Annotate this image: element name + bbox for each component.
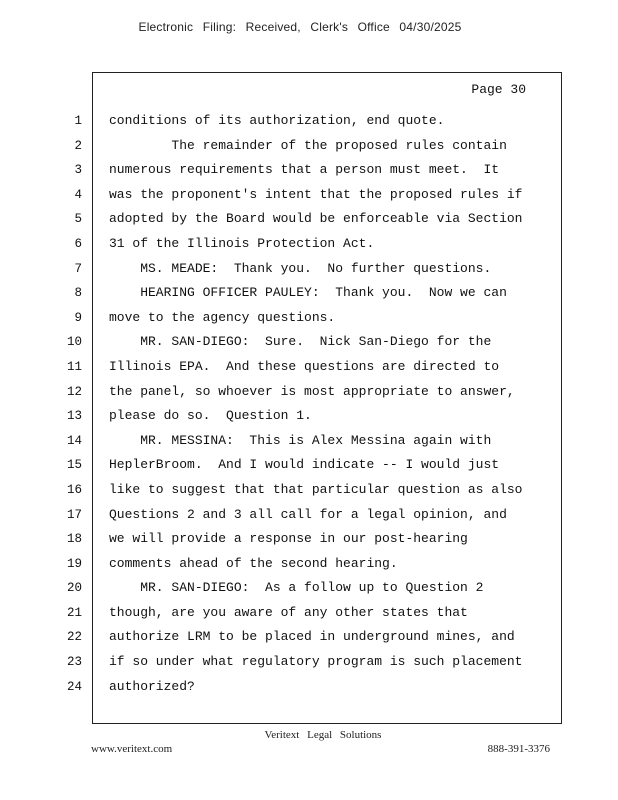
transcript-line [0, 257, 618, 282]
line-text: HEARING OFFICER PAULEY: Thank you. Now we can [109, 285, 507, 301]
transcript-line [0, 404, 618, 429]
line-number: 17 [66, 507, 82, 522]
line-text: The remainder of the proposed rules contain [109, 137, 507, 153]
line-text: 31 of the Illinois Protection Act. [109, 235, 375, 251]
footer-website: www.veritext.com [91, 743, 173, 755]
line-text: conditions of its authorization, end quote. [109, 113, 445, 128]
line-text: HeplerBroom. And I would indicate -- I would just [109, 457, 500, 473]
transcript-line [0, 478, 618, 503]
transcript-line [0, 601, 618, 626]
transcript-line [0, 429, 618, 454]
line-text: Illinois EPA. And these questions are directed to [109, 358, 500, 374]
line-text: was the proponent's intent that the proposed rules if [109, 186, 523, 202]
line-number: 8 [74, 286, 82, 301]
transcript-line [0, 503, 618, 528]
footer-phone-number: 888-391-3376 [487, 743, 550, 755]
footer-company-name: Veritext Legal Solutions [264, 729, 382, 741]
line-number: 4 [74, 187, 82, 202]
transcript-line [0, 453, 618, 478]
transcript-line [0, 158, 618, 183]
line-text: though, are you aware of any other states that [109, 604, 468, 620]
transcript-line [0, 625, 618, 650]
line-text: the panel, so whoever is most appropriate to answer, [109, 383, 515, 399]
line-text: Questions 2 and 3 all call for a legal opinion, and [109, 506, 507, 522]
transcript-line [0, 207, 618, 232]
line-number: 14 [66, 433, 82, 448]
page-number: Page 30 [471, 82, 526, 97]
line-number: 3 [74, 163, 82, 178]
transcript-line [0, 183, 618, 208]
transcript-line [0, 576, 618, 601]
line-number: 24 [66, 679, 82, 694]
line-number: 13 [66, 409, 82, 424]
line-text: MR. SAN-DIEGO: As a follow up to Question 2 [109, 580, 484, 596]
transcript-line [0, 109, 618, 134]
line-text: authorize LRM to be placed in underground mines, and [109, 629, 515, 645]
line-text: move to the agency questions. [109, 309, 336, 325]
line-number: 15 [66, 458, 82, 473]
line-text: we will provide a response in our post-hearing [109, 531, 468, 547]
line-number: 21 [66, 605, 82, 620]
line-text: comments ahead of the second hearing. [109, 555, 398, 571]
line-number: 1 [74, 114, 82, 128]
transcript-line [0, 306, 618, 331]
line-text: like to suggest that that particular question as also [109, 481, 523, 497]
transcript-line [0, 552, 618, 577]
transcript-line [0, 650, 618, 675]
line-number: 22 [66, 630, 82, 645]
filing-stamp: Electronic Filing: Received, Clerk's Office 04/30/2025 [138, 20, 462, 34]
line-text: MR. SAN-DIEGO: Sure. Nick San-Diego for the [109, 334, 492, 350]
line-number: 7 [74, 261, 82, 276]
transcript-line [0, 330, 618, 355]
line-number: 11 [66, 359, 82, 374]
line-number: 5 [74, 212, 82, 227]
transcript-line [0, 281, 618, 306]
transcript-body [0, 109, 618, 699]
transcript-line [0, 134, 618, 159]
line-number: 19 [66, 556, 82, 571]
line-number: 20 [66, 581, 82, 596]
line-number: 10 [66, 335, 82, 350]
line-text: authorized? [109, 678, 195, 694]
line-text: adopted by the Board would be enforceable via Section [109, 211, 523, 227]
line-text: please do so. Question 1. [109, 408, 312, 424]
line-number: 16 [66, 482, 82, 497]
transcript-line [0, 380, 618, 405]
transcript-line [0, 355, 618, 380]
line-number: 12 [66, 384, 82, 399]
line-number: 6 [74, 236, 82, 251]
line-number: 18 [66, 532, 82, 547]
line-text: MS. MEADE: Thank you. No further questions. [109, 260, 492, 276]
line-text: if so under what regulatory program is such placement [109, 654, 523, 670]
line-number: 9 [74, 310, 82, 325]
transcript-line [0, 232, 618, 257]
line-text: MR. MESSINA: This is Alex Messina again with [109, 432, 492, 448]
line-text: numerous requirements that a person must meet. It [109, 162, 500, 178]
line-number: 23 [66, 655, 82, 670]
transcript-line [0, 675, 618, 700]
line-number: 2 [74, 138, 82, 153]
transcript-line [0, 527, 618, 552]
